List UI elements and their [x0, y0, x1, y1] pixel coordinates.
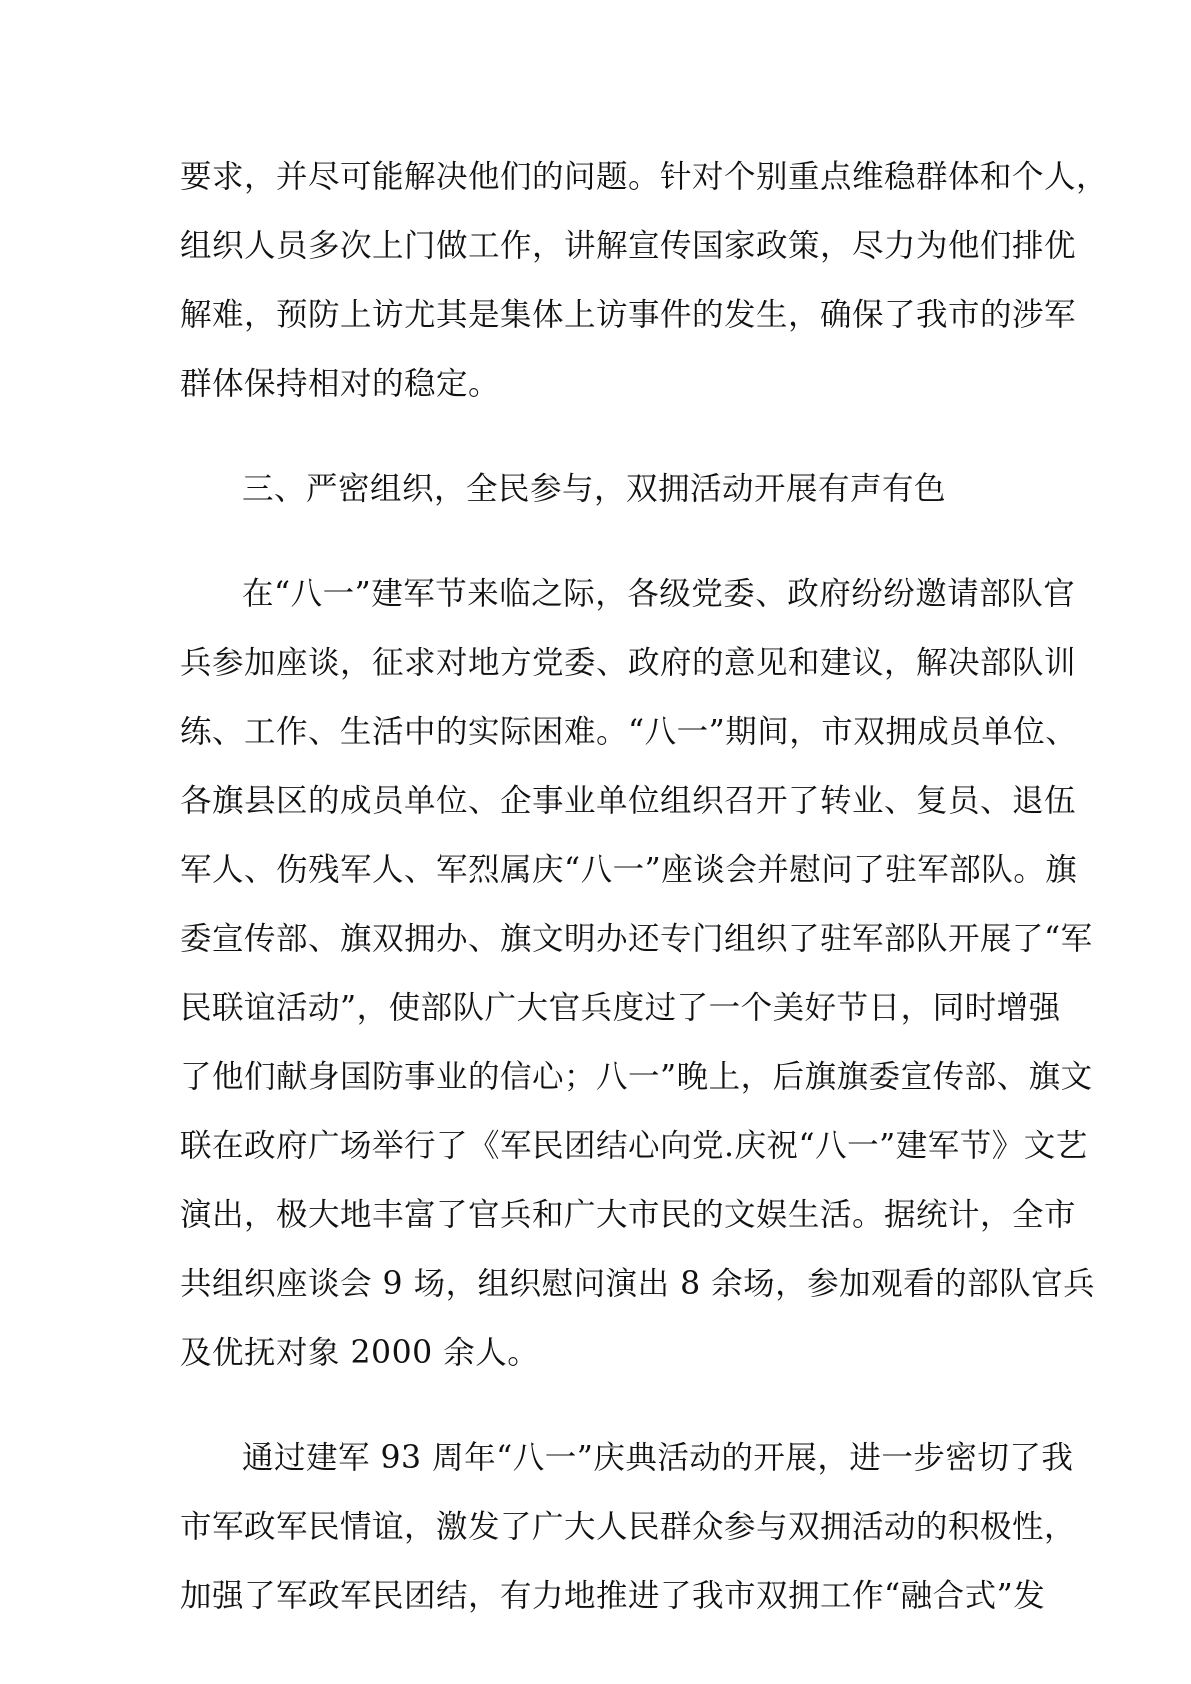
text-line: 共组织座谈会 9 场，组织慰问演出 8 余场，参加观看的部队官兵: [180, 1266, 1096, 1302]
text-line: 群体保持相对的稳定。: [180, 366, 501, 402]
text-line: 练、工作、生活中的实际困难。“八一”期间，市双拥成员单位、: [180, 714, 1078, 750]
section-heading-text: 三、严密组织，全民参与，双拥活动开展有声有色: [242, 471, 947, 507]
text-line: 加强了军政军民团结，有力地推进了我市双拥工作“融合式”发: [180, 1578, 1046, 1614]
text-line: 市军政军民情谊，激发了广大人民群众参与双拥活动的积极性，: [180, 1509, 1077, 1545]
text-line: 解难，预防上访尤其是集体上访事件的发生，确保了我市的涉军: [180, 297, 1077, 333]
text-line: 军人、伤残军人、军烈属庆“八一”座谈会并慰问了驻军部队。旗: [180, 852, 1078, 888]
text-line: 演出，极大地丰富了官兵和广大市民的文娱生活。据统计，全市: [180, 1197, 1077, 1233]
text-line: 要求，并尽可能解决他们的问题。针对个别重点维稳群体和个人，: [180, 159, 1109, 195]
section-heading: [180, 455, 1020, 524]
paragraph-1: [180, 143, 1109, 419]
paragraph-gap: [180, 1388, 1020, 1424]
paragraph-gap: [180, 419, 1020, 455]
text-line: 兵参加座谈，征求对地方党委、政府的意见和建议，解决部队训: [180, 645, 1077, 681]
text-line: 在“八一”建军节来临之际，各级党委、政府纷纷邀请部队官: [242, 576, 1076, 612]
text-line: 委宣传部、旗双拥办、旗文明办还专门组织了驻军部队开展了“军: [180, 921, 1093, 957]
text-line: 民联谊活动”，使部队广大官兵度过了一个美好节日，同时增强: [180, 990, 1061, 1026]
text-line: 联在政府广场举行了《军民团结心向党.庆祝“八一”建军节》文艺: [180, 1128, 1088, 1164]
paragraph-4: [180, 1424, 1077, 1631]
text-line: 通过建军 93 周年“八一”庆典活动的开展，进一步密切了我: [242, 1440, 1074, 1476]
text-line: 组织人员多次上门做工作，讲解宣传国家政策，尽力为他们排优: [180, 228, 1077, 264]
text-line: 了他们献身国防事业的信心；八一”晚上，后旗旗委宣传部、旗文: [180, 1059, 1093, 1095]
text-line: 各旗县区的成员单位、企事业单位组织召开了转业、复员、退伍: [180, 783, 1077, 819]
paragraph-gap: [180, 524, 1020, 560]
document-page: [180, 143, 1109, 1631]
text-line: 及优抚对象 2000 余人。: [180, 1335, 540, 1371]
paragraph-3: [180, 560, 1096, 1388]
